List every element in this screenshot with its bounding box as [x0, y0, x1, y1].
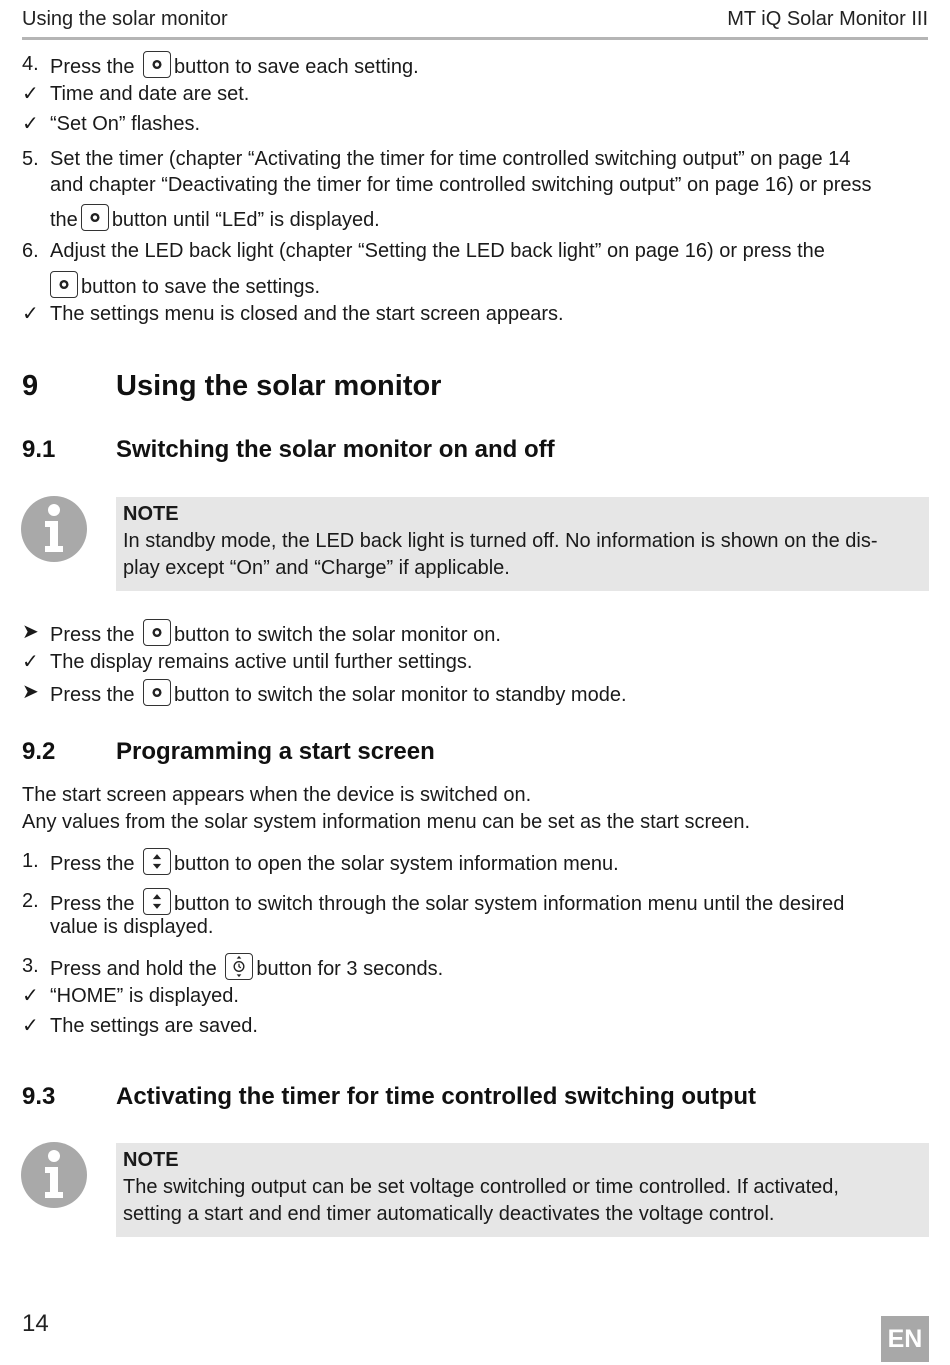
check-mark-icon: ✓: [22, 1015, 39, 1037]
paragraph: Any values from the solar system information menu can be set as the start screen.: [22, 811, 751, 833]
step-5-line-2: and chapter “Deactivating the timer for time controlled switching output” on page 16) or press: [50, 174, 872, 196]
arrow-right-icon: ➤: [22, 621, 39, 643]
check-mark-icon: ✓: [22, 83, 39, 105]
ok-button-icon: [143, 679, 171, 706]
note-text-line: The switching output can be set voltage controlled or time controlled. If activated,: [123, 1176, 839, 1198]
paragraph: The start screen appears when the device is switched on.: [22, 784, 532, 806]
note-text-line: play except “On” and “Charge” if applicable.: [123, 557, 510, 579]
step-number: 4.: [22, 53, 39, 75]
check-mark-icon: ✓: [22, 113, 39, 135]
ok-button-icon: [143, 619, 171, 646]
up-down-button-icon: [143, 848, 171, 875]
note-box-standby: [116, 497, 929, 591]
step-number: 2.: [22, 890, 39, 912]
arrow-right-icon: ➤: [22, 681, 39, 703]
ok-button-icon: [81, 204, 109, 231]
running-header: [22, 8, 928, 34]
header-section-title: Using the solar monitor: [22, 8, 228, 30]
check-mark-icon: ✓: [22, 985, 39, 1007]
note-text-line: In standby mode, the LED back light is turned off. No information is shown on the dis-: [123, 530, 878, 552]
page-number: 14: [22, 1310, 49, 1337]
check-mark-icon: ✓: [22, 651, 39, 673]
step-number: 1.: [22, 850, 39, 872]
step-number: 6.: [22, 240, 39, 262]
info-icon: [20, 1141, 88, 1209]
ok-button-icon: [143, 51, 171, 78]
timer-button-icon: [225, 953, 253, 980]
info-icon: [20, 495, 88, 563]
step-number: 5.: [22, 148, 39, 170]
note-box-switching-output: [116, 1143, 929, 1237]
header-product-name: MT iQ Solar Monitor III: [727, 8, 928, 30]
step-2-line-2: value is displayed.: [50, 916, 214, 938]
note-title: NOTE: [123, 1149, 179, 1171]
header-rule: [22, 37, 928, 40]
ok-button-icon: [50, 271, 78, 298]
step-number: 3.: [22, 955, 39, 977]
step-6-line-2: button to save the settings.: [50, 271, 320, 300]
note-title: NOTE: [123, 503, 179, 525]
up-down-button-icon: [143, 888, 171, 915]
check-mark-icon: ✓: [22, 303, 39, 325]
step-5-line-3: the button until “LEd” is displayed.: [50, 204, 380, 233]
language-badge: EN: [881, 1316, 929, 1362]
note-text-line: setting a start and end timer automatically deactivates the voltage control.: [123, 1203, 775, 1225]
